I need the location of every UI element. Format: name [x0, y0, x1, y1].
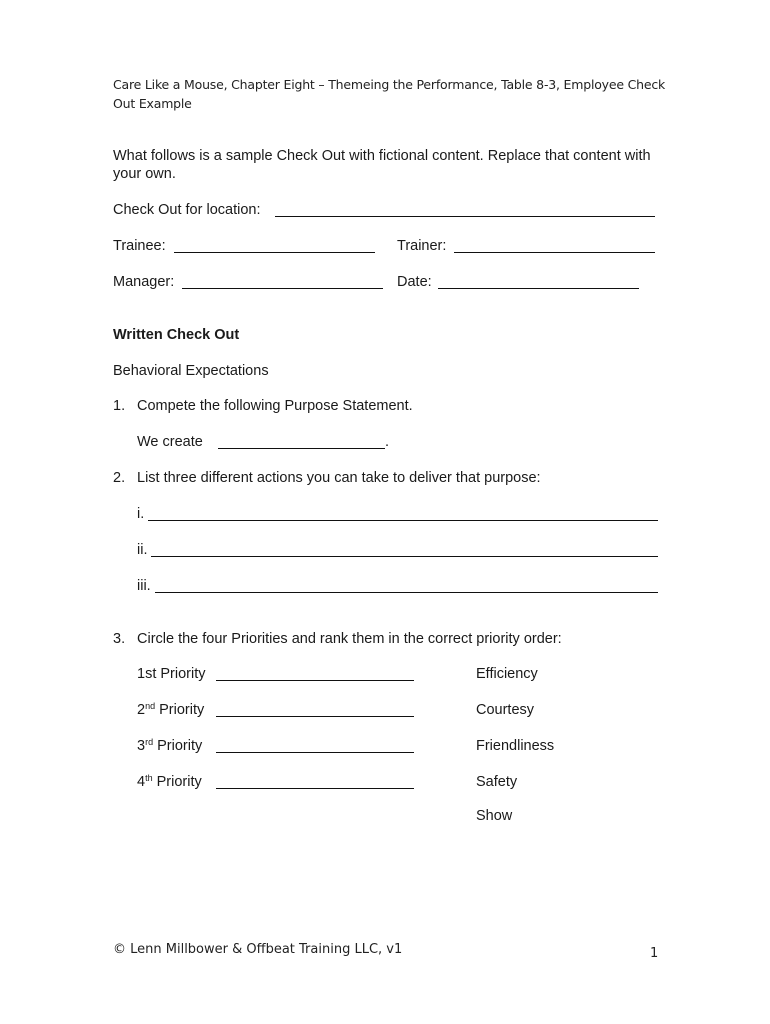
footer-copyright: © Lenn Millbower & Offbeat Training LLC, v1	[113, 942, 403, 957]
action-input-line-2[interactable]	[151, 556, 658, 557]
action-item-label: ii.	[137, 542, 148, 558]
q2-number: 2.	[113, 470, 126, 486]
trainee-input-line[interactable]	[174, 252, 375, 253]
q1-number: 1.	[113, 398, 126, 414]
action-item-label: iii.	[137, 578, 151, 594]
priority-input-line-4[interactable]	[216, 788, 414, 789]
q3-number: 3.	[113, 631, 126, 647]
priority-input-line-2[interactable]	[216, 716, 414, 717]
trainer-label: Trainer:	[397, 238, 447, 254]
priority-option-show[interactable]: Show	[476, 808, 513, 824]
date-input-line[interactable]	[438, 288, 639, 289]
manager-input-line[interactable]	[182, 288, 383, 289]
priority-option-safety[interactable]: Safety	[476, 774, 518, 790]
priority-rank-label: 2nd Priority	[137, 701, 205, 718]
q1-period: .	[385, 434, 390, 450]
q3-text: Circle the four Priorities and rank them in the correct priority order:	[137, 631, 562, 647]
location-input-line[interactable]	[275, 216, 655, 217]
priority-rank-label: 3rd Priority	[137, 737, 203, 754]
date-label: Date:	[397, 274, 432, 290]
q1-prompt: We create	[137, 434, 203, 450]
priority-input-line-1[interactable]	[216, 680, 414, 681]
priority-option-friendliness[interactable]: Friendliness	[476, 738, 555, 754]
action-item-label: i.	[137, 506, 145, 522]
q1-text: Compete the following Purpose Statement.	[137, 398, 413, 414]
purpose-input-line[interactable]	[218, 448, 385, 449]
document-header: Care Like a Mouse, Chapter Eight – Themeing the Performance, Table 8-3, Employee Check Out Example	[113, 77, 666, 111]
manager-label: Manager:	[113, 274, 175, 290]
intro-text: What follows is a sample Check Out with fictional content. Replace that content with your own.	[113, 148, 651, 182]
action-input-line-3[interactable]	[155, 592, 658, 593]
location-label: Check Out for location:	[113, 202, 261, 218]
section-title: Written Check Out	[113, 327, 240, 343]
priority-option-efficiency[interactable]: Efficiency	[476, 666, 538, 682]
priority-option-courtesy[interactable]: Courtesy	[476, 702, 535, 718]
action-input-line-1[interactable]	[148, 520, 658, 521]
priority-input-line-3[interactable]	[216, 752, 414, 753]
trainee-label: Trainee:	[113, 238, 166, 254]
priority-rank-label: 4th Priority	[137, 773, 202, 790]
page-number: 1	[650, 946, 659, 961]
q2-text: List three different actions you can take to deliver that purpose:	[137, 470, 541, 486]
trainer-input-line[interactable]	[454, 252, 655, 253]
priority-rank-label: 1st Priority	[137, 666, 206, 682]
subsection-title: Behavioral Expectations	[113, 363, 269, 379]
